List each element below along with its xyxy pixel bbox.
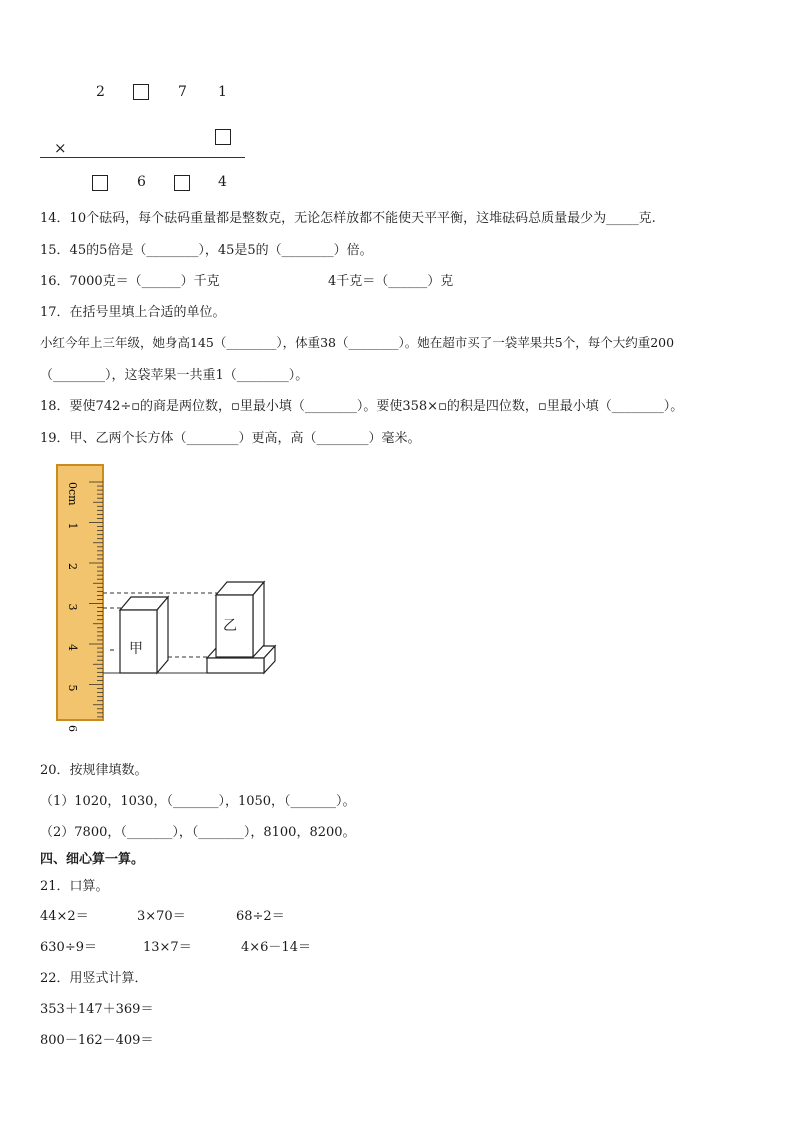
question-16b: 4千克＝（______）克 bbox=[328, 274, 454, 289]
digit: 1 bbox=[218, 84, 227, 100]
oral-calc-6: 4×6－14＝ bbox=[241, 940, 311, 955]
ruler-number: 3 bbox=[66, 603, 79, 611]
question-14: 14．10个砝码，每个砝码重量都是整数克，无论怎样放都不能使天平平衡，这堆砝码总质量最少为_____克. bbox=[40, 211, 656, 226]
ruler-number: 5 bbox=[66, 684, 79, 692]
digit: 6 bbox=[137, 174, 146, 190]
box-yi-label: 乙 bbox=[223, 618, 237, 634]
vertical-calc-b: 800－162－409＝ bbox=[40, 1033, 154, 1048]
ruler-number: 2 bbox=[66, 563, 79, 570]
question-17: 17．在括号里填上合适的单位。 bbox=[40, 305, 226, 320]
question-17-line1: 小红今年上三年级，她身高145（________），体重38（________）。她在超市买了一袋苹果共5个，每个大约重200 bbox=[40, 335, 675, 350]
oral-calc-5: 13×7＝ bbox=[143, 940, 192, 955]
question-19: 19．甲、乙两个长方体（________）更高，高（________）毫米。 bbox=[40, 431, 421, 446]
question-20-2: （2）7800，（_______），（_______），8100，8200。 bbox=[40, 825, 356, 840]
ruler-number: 4 bbox=[66, 644, 79, 651]
oral-calc-4: 630÷9＝ bbox=[40, 940, 97, 955]
question-22: 22．用竖式计算． bbox=[40, 971, 148, 986]
times-sign: × bbox=[54, 139, 67, 157]
ruler bbox=[57, 465, 103, 720]
oral-calc-3: 68÷2＝ bbox=[236, 909, 285, 924]
question-16a: 16．7000克＝（______）千克 bbox=[40, 274, 220, 289]
oral-calc-1: 44×2＝ bbox=[40, 909, 89, 924]
ruler-number: 0cm bbox=[66, 482, 79, 506]
question-17-line2: （________），这袋苹果一共重1（________）。 bbox=[40, 368, 309, 383]
blank-box[interactable] bbox=[174, 175, 190, 191]
box-jia-label: 甲 bbox=[129, 641, 143, 657]
ruler-boxes-figure bbox=[50, 460, 290, 732]
underline bbox=[40, 157, 245, 158]
vertical-calc-a: 353＋147＋369＝ bbox=[40, 1002, 154, 1017]
oral-calc-2: 3×70＝ bbox=[137, 909, 186, 924]
ruler-number: 1 bbox=[66, 522, 79, 530]
question-21: 21．口算。 bbox=[40, 879, 109, 894]
ruler-number: 6 bbox=[66, 725, 79, 732]
blank-box[interactable] bbox=[215, 129, 231, 145]
digit: 2 bbox=[96, 84, 105, 100]
digit: 4 bbox=[218, 174, 227, 190]
blank-box[interactable] bbox=[92, 175, 108, 191]
question-20: 20．按规律填数。 bbox=[40, 763, 148, 778]
question-20-1: （1）1020，1030，（_______），1050，（_______）。 bbox=[40, 794, 356, 809]
blank-box[interactable] bbox=[133, 84, 149, 100]
question-18: 18．要使742÷▫的商是两位数，▫里最小填（________）。要使358×▫的积是四位数，▫里最小填（________）。 bbox=[40, 399, 684, 414]
section-4-heading: 四、细心算一算。 bbox=[40, 852, 145, 867]
question-15: 15．45的5倍是（________），45是5的（________）倍。 bbox=[40, 243, 373, 258]
digit: 7 bbox=[178, 84, 187, 100]
